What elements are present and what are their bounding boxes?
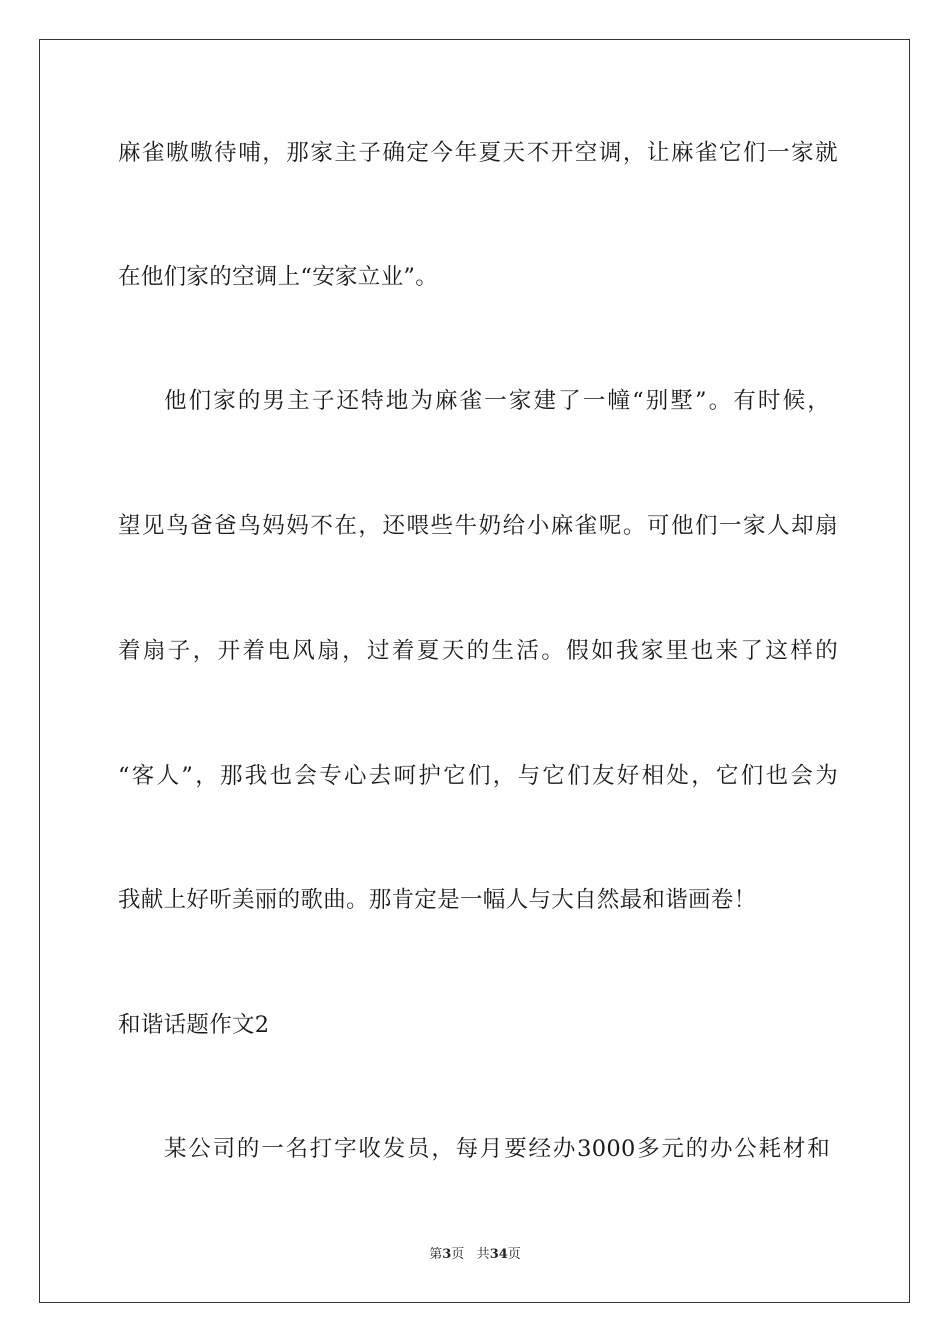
section-heading: 和谐话题作文2 bbox=[118, 1012, 270, 1038]
paragraph-line: 麻雀嗷嗷待哺，那家主子确定今年夏天不开空调，让麻雀它们一家就 bbox=[118, 140, 838, 166]
paragraph-line: 望见鸟爸爸鸟妈妈不在，还喂些牛奶给小麻雀呢。可他们一家人却扇 bbox=[118, 513, 838, 539]
paragraph-line: 在他们家的空调上“安家立业”。 bbox=[118, 264, 439, 290]
total-suffix: 页 bbox=[507, 1247, 521, 1262]
page-number: 3 bbox=[442, 1247, 452, 1262]
paragraph-line: 我献上好听美丽的歌曲。那肯定是一幅人与大自然最和谐画卷！ bbox=[118, 887, 757, 913]
total-pages: 34 bbox=[489, 1247, 508, 1262]
paragraph-line: “客人”，那我也会专心去呵护它们，与它们友好相处，它们也会为 bbox=[118, 763, 838, 789]
page-suffix: 页 bbox=[451, 1247, 465, 1262]
paragraph-line: 某公司的一名打字收发员，每月要经办3000多元的办公耗材和 bbox=[164, 1136, 830, 1162]
page-prefix: 第 bbox=[429, 1247, 443, 1262]
total-prefix: 共 bbox=[476, 1247, 490, 1262]
page-frame bbox=[39, 39, 910, 1303]
page-footer bbox=[0, 1246, 950, 1264]
paragraph-line: 他们家的男主子还特地为麻雀一家建了一幢“别墅”。有时候， bbox=[164, 388, 830, 414]
paragraph-line: 着扇子，开着电风扇，过着夏天的生活。假如我家里也来了这样的 bbox=[118, 638, 838, 664]
